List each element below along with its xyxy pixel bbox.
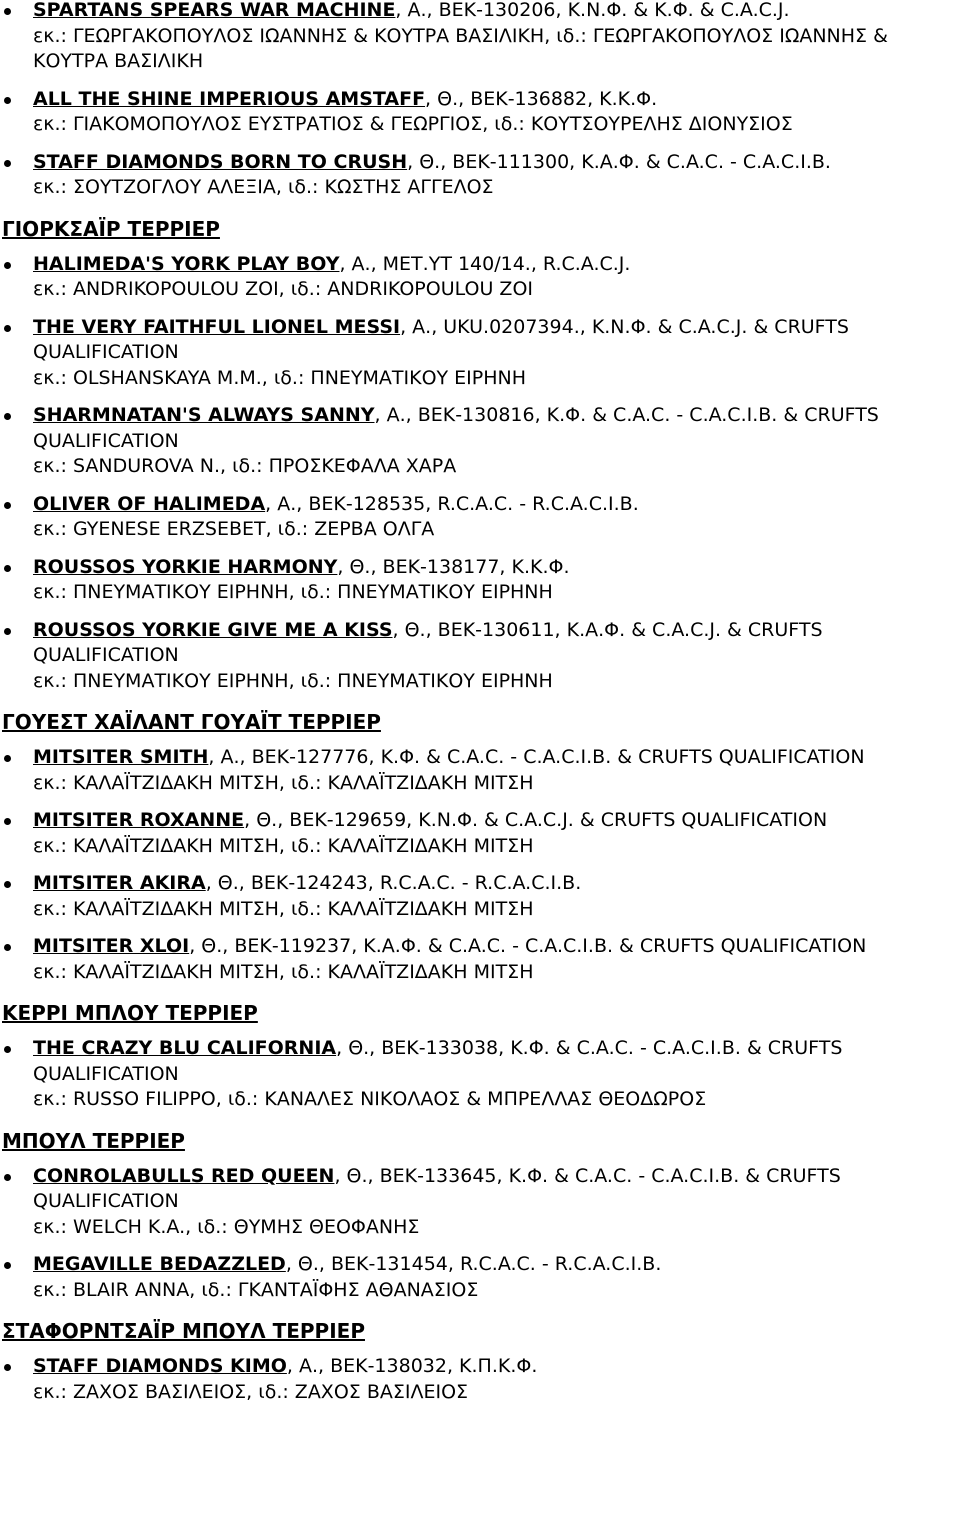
- breed-section: [0, 709, 960, 985]
- breed-section: [0, 1000, 960, 1113]
- dog-details: , Α., ΒΕΚ-138032, Κ.Π.Κ.Φ.: [286, 1355, 538, 1377]
- entry-detail-line: QUALIFICATION: [33, 1062, 179, 1085]
- entry-first-line: [33, 87, 960, 113]
- dog-name: SPARTANS SPEARS WAR MACHINE: [33, 0, 396, 21]
- bullet-icon: [4, 413, 11, 420]
- entry-detail-line: εκ.: WELCH K.A., ιδ.: ΘΥΜΗΣ ΘΕΟΦΑΝΗΣ: [33, 1215, 420, 1238]
- dog-name: OLIVER OF HALIMEDA: [33, 492, 266, 515]
- dog-entry: [0, 1252, 960, 1303]
- entry-first-line: [33, 871, 960, 897]
- dog-name: MITSITER ROXANNE: [33, 809, 245, 831]
- entry-first-line: [33, 618, 960, 644]
- entry-detail-line: εκ.: ΓΙΑΚΟΜΟΠΟΥΛΟΣ ΕΥΣΤΡΑΤΙΟΣ & ΓΕΩΡΓΙΟΣ, ιδ.: ΚΟΥΤΣΟΥΡΕΛΗΣ ΔΙΟΝΥΣΙΟΣ: [33, 113, 793, 135]
- entry-first-line: [33, 150, 960, 176]
- bullet-icon: [4, 565, 11, 572]
- dog-details: , Θ., ΒΕΚ-111300, Κ.Α.Φ. & C.A.C. - C.A.C.I.B.: [407, 150, 831, 173]
- dog-entry: [0, 492, 960, 543]
- dog-name: MEGAVILLE BEDAZZLED: [33, 1253, 286, 1275]
- entry-first-line: [33, 808, 960, 834]
- bullet-icon: [4, 1174, 11, 1181]
- bullet-icon: [4, 8, 11, 15]
- dog-name: HALIMEDA'S YORK PLAY BOY: [33, 252, 340, 275]
- dog-entry: [0, 871, 960, 922]
- entry-first-line: [33, 1252, 960, 1278]
- dog-name: STAFF DIAMONDS KIMO: [33, 1355, 287, 1377]
- breed-section: [0, 216, 960, 695]
- bullet-icon: [4, 755, 11, 762]
- dog-name: ROUSSOS YORKIE HARMONY: [33, 555, 338, 578]
- breed-heading: ΣΤΑΦΟΡΝΤΣΑΪΡ ΜΠΟΥΛ ΤΕΡΡΙΕΡ: [2, 1319, 365, 1343]
- bullet-icon: [4, 1364, 11, 1371]
- entry-first-line: [33, 252, 960, 278]
- dog-entry: [0, 1354, 960, 1405]
- entry-detail-line: εκ.: ΚΑΛΑΪΤΖΙΔΑΚΗ ΜΙΤΣΗ, ιδ.: ΚΑΛΑΪΤΖΙΔΑΚΗ ΜΙΤΣΗ: [33, 771, 534, 794]
- entry-detail-line: εκ.: ΚΑΛΑΪΤΖΙΔΑΚΗ ΜΙΤΣΗ, ιδ.: ΚΑΛΑΪΤΖΙΔΑΚΗ ΜΙΤΣΗ: [33, 960, 534, 983]
- entry-detail-line: εκ.: ΚΑΛΑΪΤΖΙΔΑΚΗ ΜΙΤΣΗ, ιδ.: ΚΑΛΑΪΤΖΙΔΑΚΗ ΜΙΤΣΗ: [33, 897, 534, 920]
- entry-detail-line: εκ.: GYENESE ERZSEBET, ιδ.: ΖΕΡΒΑ ΟΛΓΑ: [33, 518, 435, 540]
- dog-details: , Θ., ΒΕΚ-131454, R.C.A.C. - R.C.A.C.I.B.: [285, 1253, 662, 1275]
- breed-heading: ΜΠΟΥΛ ΤΕΡΡΙΕΡ: [2, 1128, 185, 1153]
- bullet-icon: [4, 818, 11, 825]
- bullet-icon: [4, 628, 11, 635]
- entry-first-line: [33, 745, 960, 771]
- dog-name: MITSITER SMITH: [33, 746, 209, 768]
- dog-details: , Α., UKU.0207394., Κ.Ν.Φ. & C.A.C.J. & CRUFTS: [400, 315, 849, 338]
- entry-first-line: [33, 934, 960, 960]
- bullet-icon: [4, 262, 11, 269]
- entry-detail-line: εκ.: ΚΑΛΑΪΤΖΙΔΑΚΗ ΜΙΤΣΗ, ιδ.: ΚΑΛΑΪΤΖΙΔΑΚΗ ΜΙΤΣΗ: [33, 834, 534, 857]
- dog-entry: [0, 618, 960, 695]
- dog-details: , Α., ΜΕΤ.ΥΤ 140/14., R.C.A.C.J.: [339, 252, 631, 275]
- dog-entry: [0, 315, 960, 392]
- entry-first-line: [33, 555, 960, 581]
- entry-detail-line: εκ.: SANDUROVA N., ιδ.: ΠΡΟΣΚΕΦΑΛΑ ΧΑΡΑ: [33, 455, 457, 477]
- breed-section: [0, 0, 960, 201]
- dog-details: , Θ., ΒΕΚ-133645, Κ.Φ. & C.A.C. - C.A.C.I.B. & CRUFTS: [334, 1164, 841, 1187]
- dog-entry: [0, 252, 960, 303]
- dog-name: ALL THE SHINE IMPERIOUS AMSTAFF: [33, 87, 426, 110]
- dog-entry: [0, 934, 960, 985]
- entry-detail-line: εκ.: ΣΟΥΤΖΟΓΛΟΥ ΑΛΕΞΙΑ, ιδ.: ΚΩΣΤΗΣ ΑΓΓΕΛΟΣ: [33, 176, 494, 198]
- entry-detail-line: εκ.: RUSSO FILIPPO, ιδ.: ΚΑΝΑΛΕΣ ΝΙΚΟΛΑΟΣ & ΜΠΡΕΛΛΑΣ ΘΕΟΔΩΡΟΣ: [33, 1088, 707, 1110]
- entry-detail-line: εκ.: OLSHANSKAYA M.M., ιδ.: ΠΝΕΥΜΑΤΙΚΟΥ ΕΙΡΗΝΗ: [33, 366, 527, 389]
- dog-details: , Α., ΒΕΚ-127776, Κ.Φ. & C.A.C. - C.A.C.I.B. & CRUFTS QUALIFICATION: [208, 746, 865, 768]
- dog-details: , Θ., ΒΕΚ-136882, Κ.Κ.Φ.: [425, 87, 658, 110]
- dog-details: , Α., ΒΕΚ-130206, Κ.Ν.Φ. & Κ.Φ. & C.A.C.J.: [395, 0, 790, 21]
- entry-detail-line: QUALIFICATION: [33, 1190, 179, 1212]
- entry-detail-line: εκ.: BLAIR ANNA, ιδ.: ΓΚΑΝΤΑΪΦΗΣ ΑΘΑΝΑΣΙΟΣ: [33, 1278, 479, 1301]
- dog-name: CONROLABULLS RED QUEEN: [33, 1164, 335, 1187]
- entry-first-line: [33, 403, 960, 429]
- bullet-icon: [4, 1046, 11, 1053]
- entry-first-line: [33, 315, 960, 341]
- dog-name: SHARMNATAN'S ALWAYS SANNY: [33, 404, 375, 426]
- dog-entry: [0, 745, 960, 796]
- bullet-icon: [4, 1262, 11, 1269]
- breed-heading: ΓΙΟΡΚΣΑΪΡ ΤΕΡΡΙΕΡ: [2, 216, 220, 241]
- entry-detail-line: QUALIFICATION: [33, 644, 179, 666]
- entry-detail-line: QUALIFICATION: [33, 429, 179, 452]
- dog-entry: [0, 150, 960, 201]
- entry-detail-line: εκ.: ΓΕΩΡΓΑΚΟΠΟΥΛΟΣ ΙΩΑΝΝΗΣ & ΚΟΥΤΡΑ ΒΑΣΙΛΙΚΗ, ιδ.: ΓΕΩΡΓΑΚΟΠΟΥΛΟΣ ΙΩΑΝΝΗΣ &: [33, 24, 888, 47]
- dog-details: , Θ., ΒΕΚ-130611, Κ.Α.Φ. & C.A.C.J. & CRUFTS: [392, 618, 823, 641]
- entry-first-line: [33, 0, 960, 24]
- dog-name: THE VERY FAITHFUL LIONEL MESSI: [33, 315, 401, 338]
- dog-name: ROUSSOS YORKIE GIVE ME A KISS: [33, 618, 393, 641]
- bullet-icon: [4, 944, 11, 951]
- dog-entry: [0, 403, 960, 480]
- breed-section: [0, 1128, 960, 1304]
- bullet-icon: [4, 881, 11, 888]
- dog-name: MITSITER XLOI: [33, 935, 190, 957]
- entry-first-line: [33, 1036, 960, 1062]
- entry-first-line: [33, 492, 960, 518]
- dog-entry: [0, 555, 960, 606]
- dog-details: , Θ., ΒΕΚ-138177, Κ.Κ.Φ.: [337, 555, 570, 578]
- entry-detail-line: QUALIFICATION: [33, 341, 179, 363]
- entry-detail-line: εκ.: ΖΑΧΟΣ ΒΑΣΙΛΕΙΟΣ, ιδ.: ΖΑΧΟΣ ΒΑΣΙΛΕΙΟΣ: [33, 1380, 469, 1403]
- entry-first-line: [33, 1164, 960, 1190]
- breed-heading: ΓΟΥΕΣΤ ΧΑΪΛΑΝΤ ΓΟΥΑΪΤ ΤΕΡΡΙΕΡ: [2, 710, 381, 734]
- breed-heading: ΚΕΡΡΙ ΜΠΛΟΥ ΤΕΡΡΙΕΡ: [2, 1001, 258, 1025]
- dog-entry: [0, 808, 960, 859]
- entry-detail-line: ΚΟΥΤΡΑ ΒΑΣΙΛΙΚΗ: [33, 50, 204, 72]
- breed-section: [0, 1318, 960, 1405]
- entry-detail-line: εκ.: ΠΝΕΥΜΑΤΙΚΟΥ ΕΙΡΗΝΗ, ιδ.: ΠΝΕΥΜΑΤΙΚΟΥ ΕΙΡΗΝΗ: [33, 581, 553, 603]
- bullet-icon: [4, 97, 11, 104]
- entry-detail-line: εκ.: ANDRIKOPOULOU ZOI, ιδ.: ANDRIKOPOULOU ZOI: [33, 278, 534, 300]
- dog-name: STAFF DIAMONDS BORN TO CRUSH: [33, 150, 408, 173]
- bullet-icon: [4, 502, 11, 509]
- dog-entry: [0, 87, 960, 138]
- bullet-icon: [4, 325, 11, 332]
- dog-details: , Θ., ΒΕΚ-133038, Κ.Φ. & C.A.C. - C.A.C.I.B. & CRUFTS: [336, 1037, 843, 1059]
- dog-entry: [0, 0, 960, 75]
- entry-detail-line: εκ.: ΠΝΕΥΜΑΤΙΚΟΥ ΕΙΡΗΝΗ, ιδ.: ΠΝΕΥΜΑΤΙΚΟΥ ΕΙΡΗΝΗ: [33, 669, 553, 692]
- dog-details: , Α., ΒΕΚ-130816, Κ.Φ. & C.A.C. - C.A.C.I.B. & CRUFTS: [374, 404, 879, 426]
- dog-details: , Θ., ΒΕΚ-129659, Κ.Ν.Φ. & C.A.C.J. & CRUFTS QUALIFICATION: [244, 809, 828, 831]
- dog-entry: [0, 1036, 960, 1113]
- entry-first-line: [33, 1354, 960, 1380]
- dog-details: , Α., ΒΕΚ-128535, R.C.A.C. - R.C.A.C.I.B.: [265, 492, 639, 515]
- dog-name: MITSITER AKIRA: [33, 872, 206, 894]
- dog-details: , Θ., ΒΕΚ-119237, Κ.Α.Φ. & C.A.C. - C.A.C.I.B. & CRUFTS QUALIFICATION: [189, 935, 867, 957]
- dog-entry: [0, 1164, 960, 1241]
- dog-name: THE CRAZY BLU CALIFORNIA: [33, 1037, 337, 1059]
- dog-details: , Θ., ΒΕΚ-124243, R.C.A.C. - R.C.A.C.I.B.: [205, 872, 582, 894]
- bullet-icon: [4, 160, 11, 167]
